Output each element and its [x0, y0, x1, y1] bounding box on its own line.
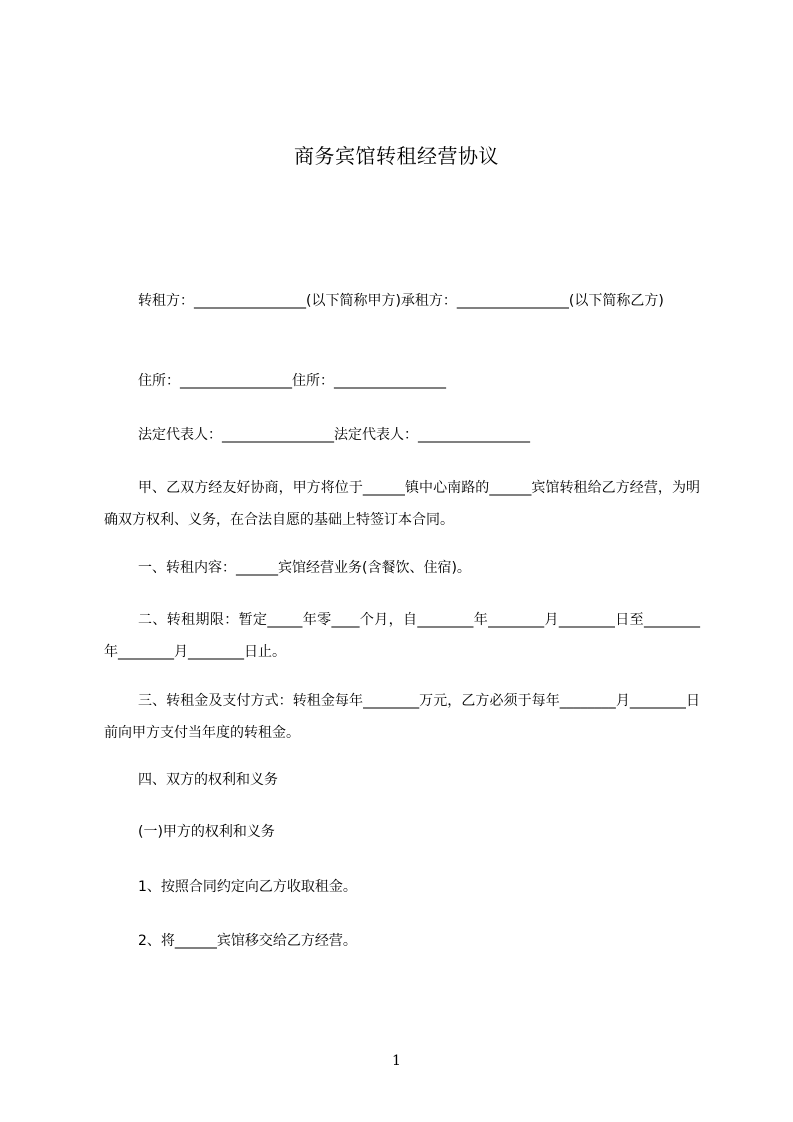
paragraph-legal-representative: 法定代表人：________________法定代表人：________________ [138, 427, 530, 443]
paragraph-subsection-1-heading: (一)甲方的权利和义务 [138, 824, 275, 840]
paragraph-item-2: 2、将______宾馆移交给乙方经营。 [138, 933, 357, 949]
paragraph-preamble: 甲、乙双方经友好协商，甲方将位于______镇中心南路的______宾馆转租给乙方经营，为明确双方权利、义务，在合法自愿的基础上特签订本合同。 [104, 480, 700, 528]
paragraph-address: 住所：________________住所：________________ [138, 373, 446, 389]
paragraph-clause-1: 一、转租内容：______宾馆经营业务(含餐饮、住宿)。 [138, 560, 471, 576]
paragraph-clause-2: 二、转租期限：暂定_____年零____个月，自________年________月________日至________年________月________日止。 [104, 612, 700, 660]
paragraph-item-1: 1、按照合同约定向乙方收取租金。 [138, 879, 357, 895]
paragraph-clause-4-heading: 四、双方的权利和义务 [138, 772, 278, 788]
page-number: 1 [392, 1053, 401, 1069]
document-title: 商务宾馆转租经营协议 [294, 144, 499, 168]
paragraph-lessor-lessee: 转租方：________________(以下简称甲方)承租方：________________(以下简称乙方) [138, 293, 664, 309]
paragraph-clause-3: 三、转租金及支付方式：转租金每年________万元，乙方必须于每年________月________日前向甲方支付当年度的转租金。 [104, 693, 700, 741]
